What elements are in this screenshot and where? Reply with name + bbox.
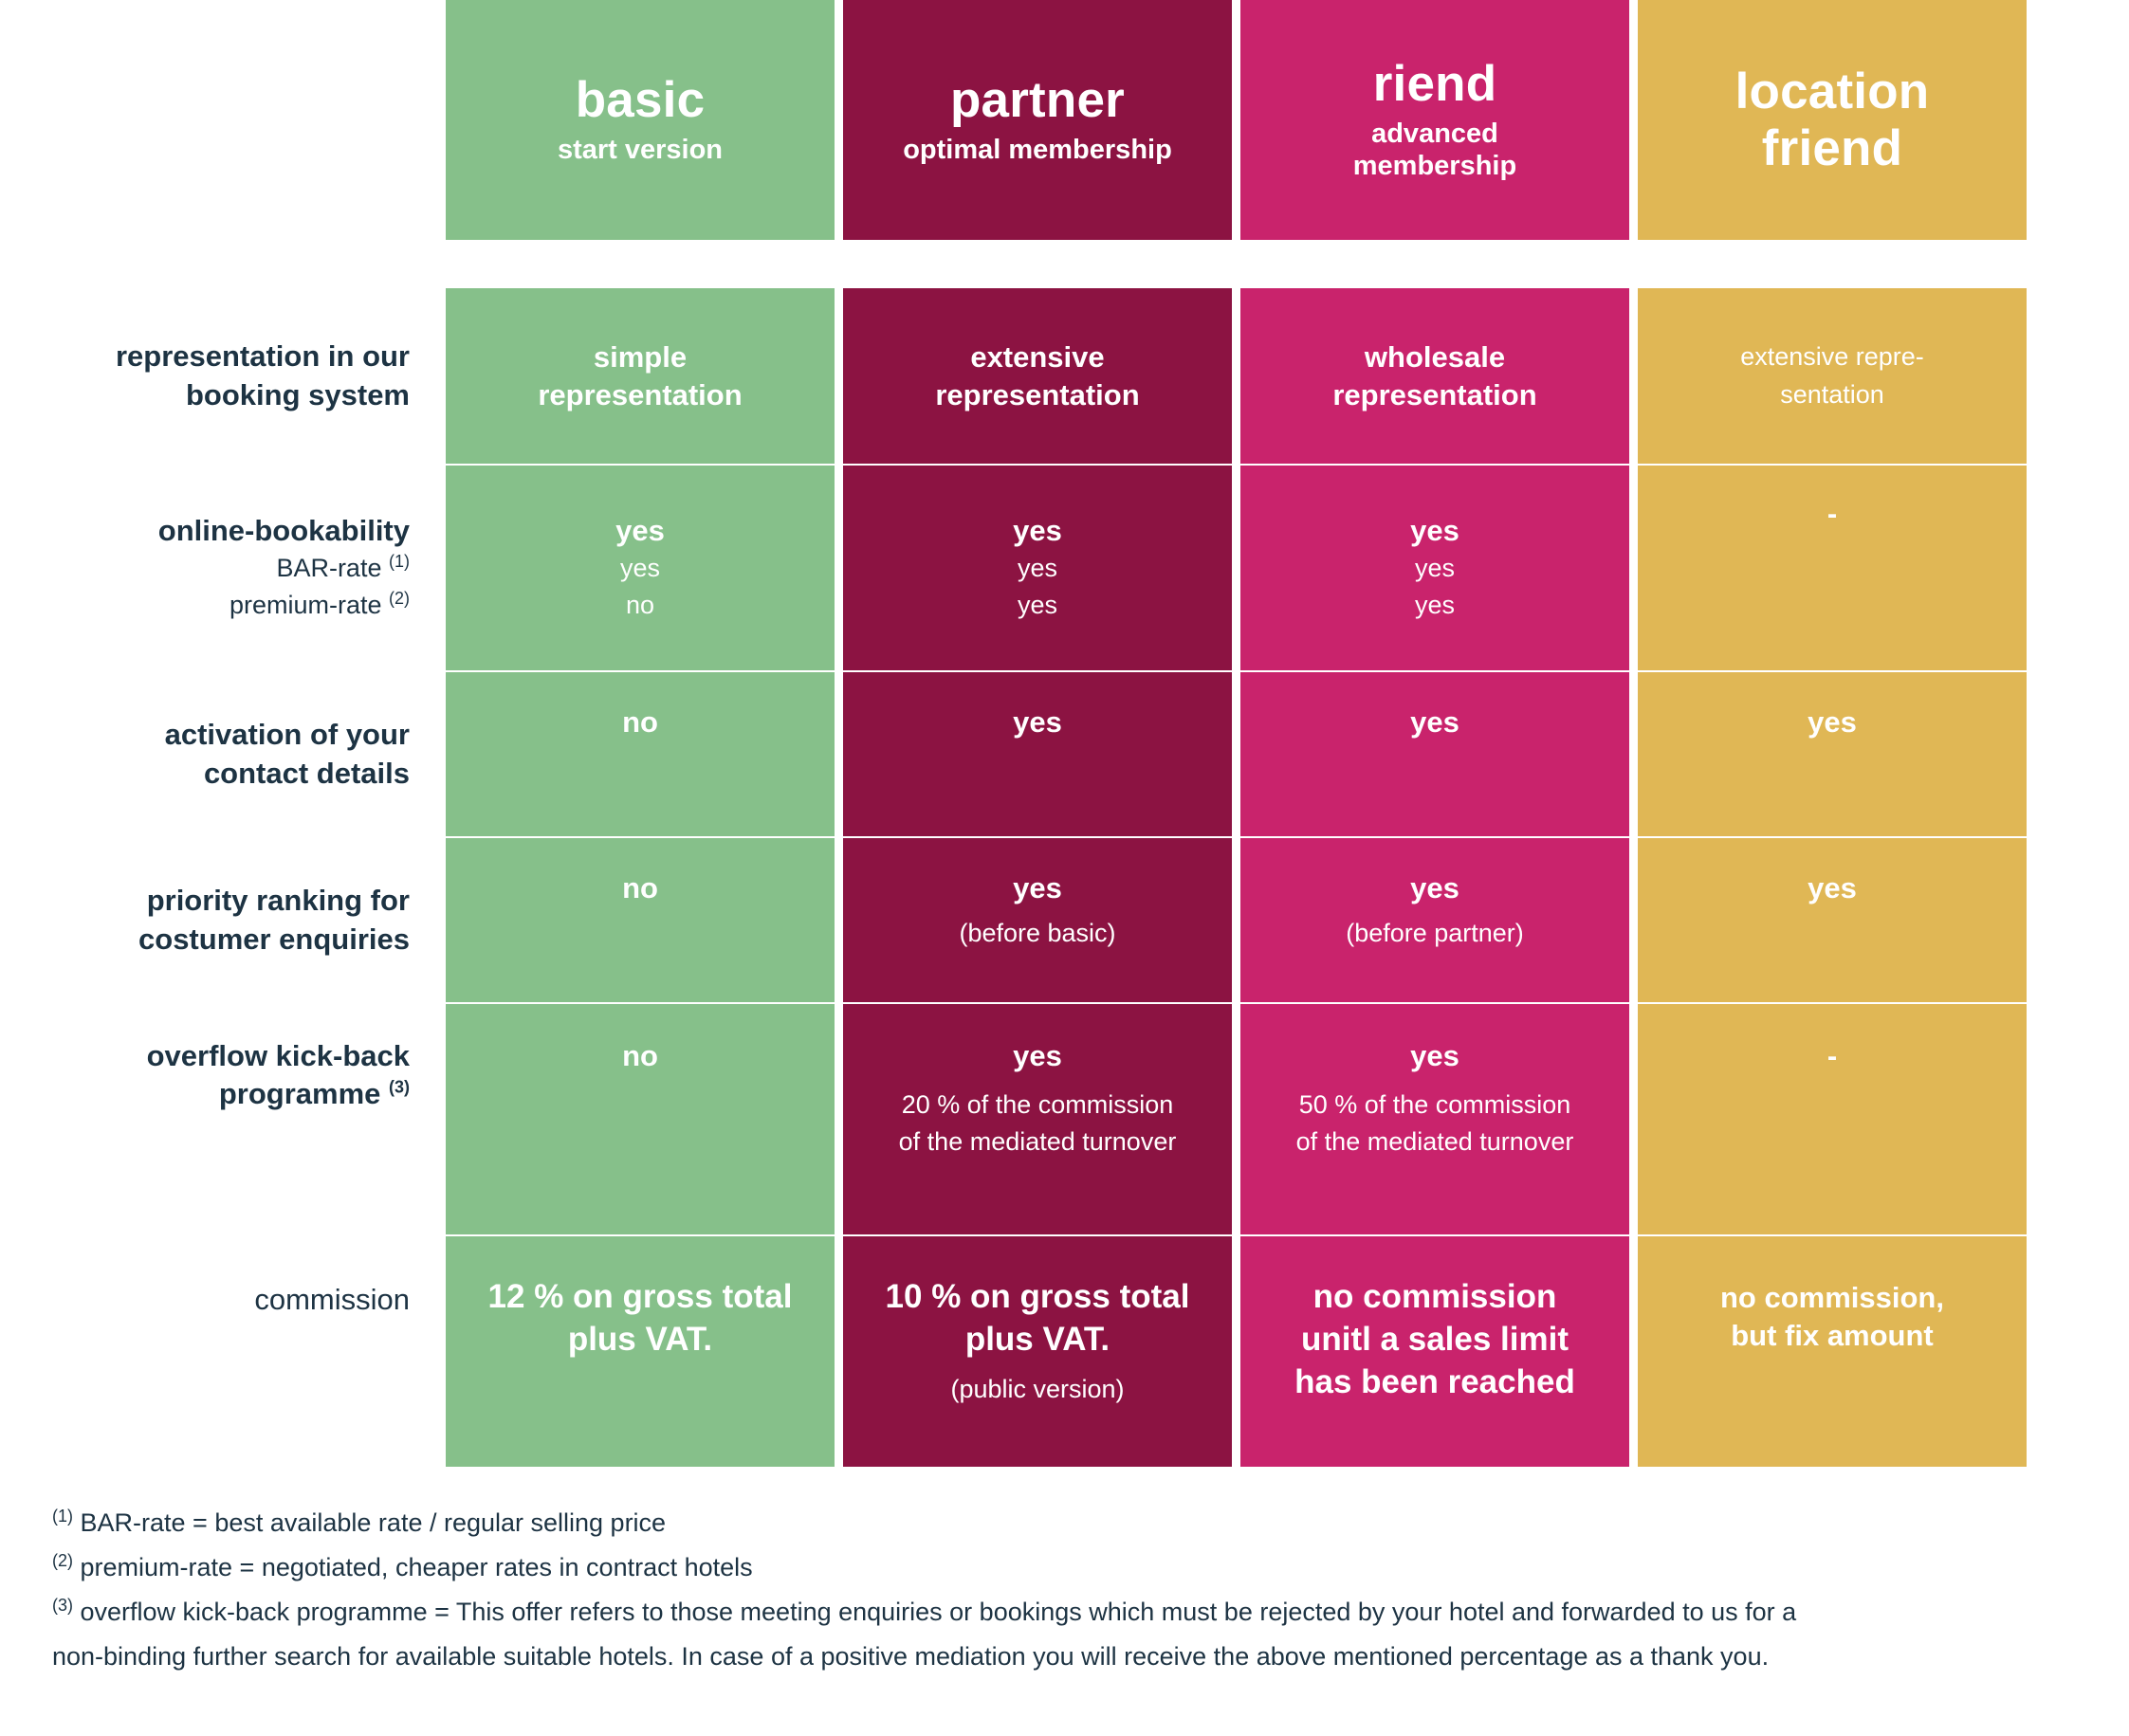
cell-value-sub1: yes: [1017, 553, 1058, 582]
footnote-3-continued: [52, 1637, 2044, 1676]
row-overflow-kickback: [0, 1004, 2129, 1234]
row-online-bookability: [0, 466, 2129, 670]
cell-priority-basic: [446, 838, 835, 1002]
row-commission: [0, 1236, 2129, 1467]
footnote-1-marker: (1): [52, 1507, 73, 1526]
column-friend-header: [1240, 0, 1629, 240]
cell-value-sub1: (before partner): [1346, 918, 1524, 947]
cell-priority-location-friend: [1638, 838, 2027, 1002]
column-location-friend-header: [1638, 0, 2027, 240]
row-label-line2: booking system: [186, 377, 410, 411]
column-gap: [1232, 0, 1240, 240]
header-subtitle-friend-line2: membership: [1352, 151, 1517, 182]
cell-value-sub1: (public version): [950, 1374, 1125, 1403]
cell-value-sub1: (before basic): [959, 918, 1116, 947]
footnote-1-text: BAR-rate = best available rate / regular selling price: [80, 1508, 667, 1537]
row-label-main: online-bookability: [157, 513, 410, 547]
row-representation: [0, 288, 2129, 464]
cell-value-line1: extensive repre-: [1740, 342, 1924, 372]
row-label-main: commission: [254, 1283, 410, 1316]
cell-value-sub2: yes: [1017, 590, 1058, 619]
footnote-3-marker: (3): [52, 1596, 73, 1616]
header-title-basic: basic: [575, 71, 706, 128]
cell-value-main: yes: [1013, 514, 1062, 548]
cell-bookability-location-friend: [1638, 466, 2027, 670]
cell-overflow-friend: [1240, 1004, 1629, 1234]
column-gap: [835, 288, 843, 464]
cell-value-sub1: 20 % of the commission: [901, 1089, 1174, 1119]
cell-value-sub1: yes: [1414, 553, 1456, 582]
header-title-partner: partner: [949, 71, 1125, 128]
cell-value-main: yes: [1808, 871, 1857, 905]
cell-value-main: yes: [1410, 1039, 1459, 1072]
row-priority-ranking: [0, 838, 2129, 1002]
cell-overflow-partner: [843, 1004, 1232, 1234]
cell-value-line2: representation: [1332, 377, 1537, 411]
row-label-online-bookability: [0, 466, 446, 670]
cell-overflow-location-friend: [1638, 1004, 2027, 1234]
cell-representation-partner: [843, 288, 1232, 464]
cell-value-main: no: [622, 705, 658, 739]
cell-value-line1: extensive: [970, 339, 1105, 374]
cell-bookability-friend: [1240, 466, 1629, 670]
cell-commission-basic: [446, 1236, 835, 1467]
row-label-line1: overflow kick-back: [146, 1039, 410, 1072]
footnote-2-marker: (2): [52, 1551, 73, 1571]
cell-representation-friend: [1240, 288, 1629, 464]
cell-value-main: -: [1826, 1039, 1838, 1072]
cell-activation-friend: [1240, 672, 1629, 836]
cell-bookability-partner: [843, 466, 1232, 670]
column-gap: [1629, 0, 1638, 240]
cell-value-sub1: yes: [619, 553, 661, 582]
cell-commission-friend: [1240, 1236, 1629, 1467]
cell-activation-partner: [843, 672, 1232, 836]
cell-value-sub2: no: [625, 590, 655, 619]
cell-value-line1: simple: [593, 339, 688, 374]
cell-value-line1: 10 % on gross total: [885, 1278, 1190, 1315]
row-label-priority-ranking: [0, 838, 446, 1002]
cell-bookability-basic: [446, 466, 835, 670]
row-label-line1: representation in our: [115, 339, 410, 374]
header-title-friend: riend: [1372, 55, 1497, 112]
header-subtitle-basic: start version: [557, 134, 724, 165]
column-partner-header: [843, 0, 1232, 240]
cell-value-line2: plus VAT.: [567, 1320, 713, 1358]
cell-value-main: -: [1826, 497, 1838, 530]
cell-value-line1: wholesale: [1364, 339, 1506, 374]
column-gap: [1629, 288, 1638, 464]
footnote-marker-2: (2): [389, 589, 410, 609]
row-label-commission: [0, 1236, 446, 1467]
cell-value-line1: 12 % on gross total: [487, 1278, 793, 1315]
header-subtitle-partner: optimal membership: [903, 134, 1172, 165]
cell-representation-location-friend: [1638, 288, 2027, 464]
footnote-marker-3: (3): [389, 1077, 410, 1097]
footnote-2: [52, 1548, 2044, 1587]
row-label-line2: programme: [218, 1077, 381, 1111]
header-title-location-friend-line2: friend: [1761, 119, 1903, 176]
cell-activation-basic: [446, 672, 835, 836]
row-label-representation: [0, 288, 446, 464]
row-label-activation: [0, 672, 446, 836]
footnote-marker-1: (1): [389, 552, 410, 572]
row-label-line1: priority ranking for: [146, 884, 410, 918]
cell-value-line2: representation: [935, 377, 1140, 411]
cell-activation-location-friend: [1638, 672, 2027, 836]
cell-value-main: yes: [1013, 705, 1062, 739]
cell-priority-partner: [843, 838, 1232, 1002]
cell-priority-friend: [1240, 838, 1629, 1002]
cell-value-main: no: [622, 1039, 658, 1072]
row-label-line2: costumer enquiries: [138, 922, 410, 956]
row-label-line2-wrap: [219, 1075, 410, 1113]
footnote-3-text-continued: non-binding further search for available suitable hotels. In case of a positive mediation you will receive the above mentioned percentage as a thank you.: [52, 1642, 1770, 1672]
cell-value-main: yes: [1410, 871, 1459, 905]
cell-value-line2: but fix amount: [1731, 1318, 1934, 1352]
band-gap: [0, 240, 2129, 288]
row-label-overflow-kickback: [0, 1004, 446, 1234]
cell-value-line2: sentation: [1780, 379, 1884, 409]
cell-value-main: yes: [1808, 705, 1857, 739]
cell-commission-partner: [843, 1236, 1232, 1467]
cell-representation-basic: [446, 288, 835, 464]
row-label-line2: contact details: [203, 756, 410, 790]
column-gap: [1232, 288, 1240, 464]
cell-value-line2: plus VAT.: [964, 1320, 1110, 1358]
cell-value-main: yes: [1013, 871, 1062, 905]
footnotes: [52, 1504, 2044, 1682]
row-sublabel-premium-rate: [229, 587, 410, 624]
header-title-location-friend-line1: location: [1734, 64, 1930, 120]
cell-value-sub2: of the mediated turnover: [898, 1126, 1177, 1156]
row-label-line1: activation of your: [164, 718, 410, 752]
cell-value-main: yes: [615, 514, 665, 548]
cell-value-sub2: yes: [1414, 590, 1456, 619]
cell-value-sub2: of the mediated turnover: [1295, 1126, 1574, 1156]
cell-value-sub1: 50 % of the commission: [1298, 1089, 1571, 1119]
column-gap: [835, 0, 843, 240]
cell-value-main: yes: [1410, 514, 1459, 548]
footnote-3-text: overflow kick-back programme = This offer refers to those meeting enquiries or bookings which must be rejected by your hotel and forwarded to us for a: [80, 1598, 1797, 1627]
header-subtitle-friend-line1: advanced: [1371, 118, 1498, 149]
footnote-1: [52, 1504, 2044, 1543]
row-sublabel-bar-rate: [276, 550, 410, 587]
cell-value-main: no: [622, 871, 658, 905]
row-sublabel-premium-rate-text: premium-rate: [229, 591, 382, 620]
row-sublabel-bar-rate-text: BAR-rate: [276, 554, 382, 583]
column-basic-header: [446, 0, 835, 240]
cell-value-line2: representation: [538, 377, 743, 411]
cell-value-line2: unitl a sales limit: [1300, 1320, 1569, 1358]
footnote-2-text: premium-rate = negotiated, cheaper rates in contract hotels: [80, 1553, 753, 1582]
cell-overflow-basic: [446, 1004, 835, 1234]
cell-value-line1: no commission,: [1720, 1281, 1944, 1314]
cell-value-main: yes: [1410, 705, 1459, 739]
header-label-spacer: [0, 0, 446, 240]
cell-value-line1: no commission: [1312, 1278, 1557, 1315]
cell-commission-location-friend: [1638, 1236, 2027, 1467]
cell-value-main: yes: [1013, 1039, 1062, 1072]
row-activation: [0, 672, 2129, 836]
footnote-3: [52, 1593, 2044, 1632]
header-row: [0, 0, 2129, 240]
cell-value-line3: has been reached: [1294, 1362, 1575, 1400]
